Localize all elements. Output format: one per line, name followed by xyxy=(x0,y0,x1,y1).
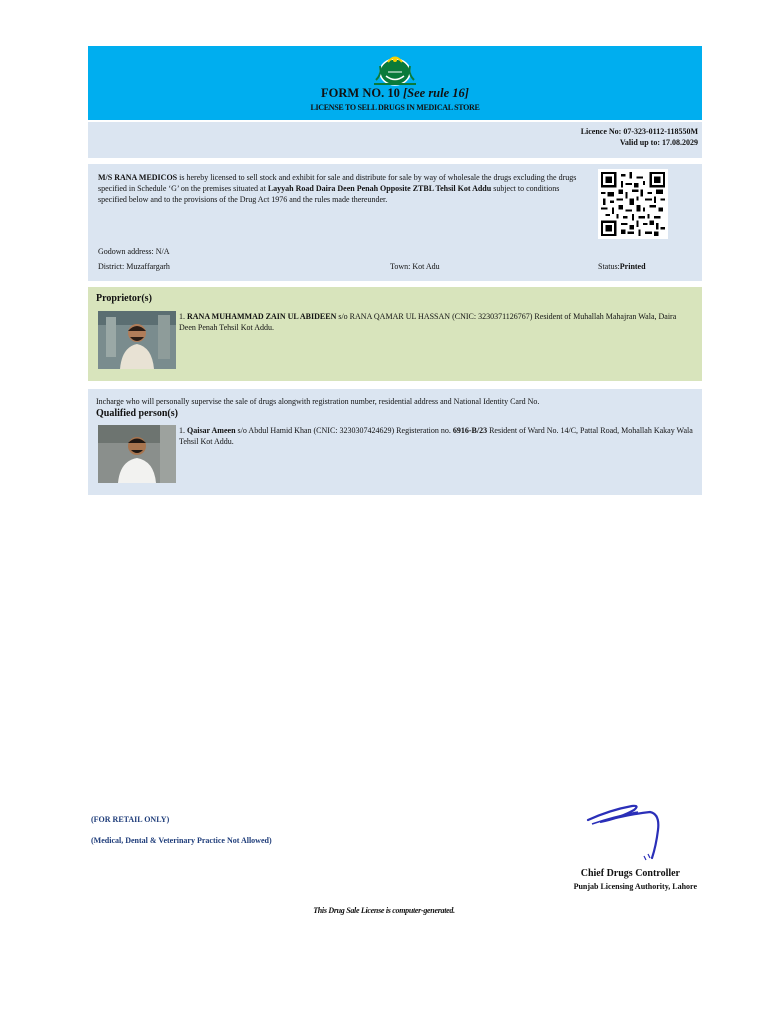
header-banner xyxy=(88,46,702,120)
punjab-emblem-icon xyxy=(366,50,424,90)
premises-panel xyxy=(88,164,702,281)
district: District: Muzaffargarh xyxy=(98,262,170,271)
qr-code-icon xyxy=(598,169,668,239)
qualified-title: Qualified person(s) xyxy=(96,408,178,419)
town: Town: Kot Adu xyxy=(390,262,440,271)
godown-address: Godown address: N/A xyxy=(98,247,170,256)
registration-number: 6916-B/23 xyxy=(452,426,488,435)
qualified-person-panel xyxy=(88,389,702,495)
status-value: Printed xyxy=(619,262,646,271)
license-document xyxy=(88,46,702,495)
proprietor-entry xyxy=(179,311,694,333)
licence-number: Licence No: 07-323-0112-118550M xyxy=(580,127,698,136)
form-rule: [See rule 16] xyxy=(402,86,469,100)
qualified-name: Qaisar Ameen xyxy=(187,426,236,435)
incharge-note: Incharge who will personally supervise the sale of drugs alongwith registration number, residential address and National Identity Card No. xyxy=(96,397,540,406)
form-number: FORM NO. 10 xyxy=(321,86,400,100)
qualified-index: 1. xyxy=(179,426,187,435)
proprietor-index: 1. xyxy=(179,312,187,321)
form-title xyxy=(88,86,702,101)
licence-info-panel xyxy=(88,122,702,158)
status-label: Status: xyxy=(598,262,620,271)
proprietor-photo xyxy=(98,311,176,369)
form-subtitle: LICENSE TO SELL DRUGS IN MEDICAL STORE xyxy=(310,103,480,112)
proprietor-panel xyxy=(88,287,702,381)
firm-name: M/S RANA MEDICOS xyxy=(98,173,178,182)
statement-text-1: is hereby licensed to sell stock and exhibit for sale and distribute for sale by way of wholesale the drugs excluding the drugs specified in Schedule ‘G’ on the premises situated at xyxy=(98,173,577,193)
chief-drugs-controller: Chief Drugs Controller xyxy=(580,868,680,879)
retail-only-note: (FOR RETAIL ONLY) xyxy=(91,815,170,824)
premises-address: Layyah Road Daira Deen Penah Opposite ZTBL Tehsil Kot Addu xyxy=(267,184,492,193)
status xyxy=(598,261,646,272)
licence-valid-date: Valid up to: 17.08.2029 xyxy=(619,138,698,147)
computer-generated-note: This Drug Sale License is computer-generated. xyxy=(313,906,455,915)
proprietor-details: s/o RANA QAMAR UL HASSAN (CNIC: 3230371126767) Resident of Muhallah Mahajran Wala, Daira Deen Penah Tehsil Kot Addu. xyxy=(179,312,677,332)
proprietor-name: RANA MUHAMMAD ZAIN UL ABIDEEN xyxy=(187,312,337,321)
proprietor-title: Proprietor(s) xyxy=(96,293,152,304)
practice-note: (Medical, Dental & Veterinary Practice Not Allowed) xyxy=(91,836,272,845)
qualified-person-entry xyxy=(179,425,694,447)
licensing-authority: Punjab Licensing Authority, Lahore xyxy=(573,882,697,891)
license-statement xyxy=(98,172,588,205)
signature-icon xyxy=(580,800,670,870)
qualified-person-photo xyxy=(98,425,176,483)
qualified-details-1: s/o Abdul Hamid Khan (CNIC: 3230307424629) Registeration no. xyxy=(235,426,453,435)
qualified-details-2: Resident of Ward No. 14/C, Pattal Road, Mohallah Kakay Wala Tehsil Kot Addu. xyxy=(179,426,693,446)
statement-text-2: subject to conditions specified below and to the provisions of the Drug Act 1976 and the rules made thereunder. xyxy=(98,184,560,204)
